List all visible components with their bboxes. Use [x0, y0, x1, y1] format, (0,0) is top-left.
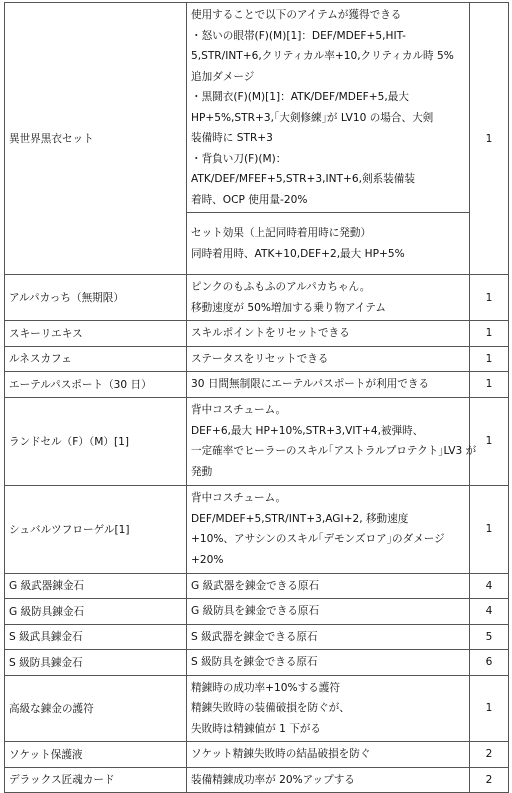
description-line: S 級防具を錬金できる原石	[191, 656, 318, 668]
table-row	[5, 624, 509, 650]
item-description	[187, 346, 470, 372]
item-quantity: 2	[470, 742, 509, 768]
set-effect-description	[187, 213, 470, 275]
item-description	[187, 742, 470, 768]
item-description	[187, 599, 470, 625]
description-line: 精錬時の成功率+10%する護符	[191, 681, 340, 694]
item-description	[187, 485, 470, 573]
item-description	[187, 275, 470, 321]
description-line: DEF+6,最大 HP+10%,STR+3,VIT+4,被弾時、	[191, 424, 424, 437]
description-line: 使用することで以下のアイテムが獲得できる	[191, 9, 402, 21]
table-row	[5, 742, 509, 768]
item-quantity: 4	[470, 599, 509, 625]
item-description	[187, 675, 470, 742]
item-table	[4, 2, 509, 793]
description-line: 追加ダメージ	[191, 70, 255, 83]
item-name: ルネスカフェ	[5, 346, 187, 372]
table-row	[5, 675, 509, 742]
item-quantity: 1	[470, 321, 509, 347]
item-name: S 級武具錬金石	[5, 624, 187, 650]
description-line: 背中コスチューム。	[191, 404, 287, 416]
item-description	[187, 321, 470, 347]
description-line: ATK/DEF/MFEF+5,STR+3,INT+6,剣系装備装	[191, 173, 415, 185]
item-quantity: 1	[470, 485, 509, 573]
table-row	[5, 321, 509, 347]
description-line: 5,STR/INT+6,クリティカル率+10,クリティカル時 5%	[191, 50, 454, 62]
description-line: 着時、OCP 使用量-20%	[191, 193, 308, 206]
table-row	[5, 3, 509, 213]
description-line: ・黒鬪衣(F)(M)[1]：ATK/DEF/MDEF+5,最大	[191, 91, 409, 103]
item-quantity: 1	[470, 397, 509, 485]
item-quantity: 1	[470, 3, 509, 275]
description-line: 30 日間無制限にエーテルパスポートが利用できる	[191, 378, 430, 390]
item-name: S 級防具錬金石	[5, 650, 187, 676]
item-quantity: 1	[470, 275, 509, 321]
description-line: 移動速度が 50%増加する乗り物アイテム	[191, 301, 386, 314]
description-line: 精錬失敗時の装備破損を防ぐが、	[191, 702, 350, 714]
table-row	[5, 372, 509, 398]
description-line: +10%、アサシンのスキル｢デモンズロア｣のダメージ	[191, 533, 445, 545]
table-row	[5, 346, 509, 372]
description-line: 背中コスチューム。	[191, 492, 287, 504]
item-quantity: 4	[470, 573, 509, 599]
item-name: G 級武器錬金石	[5, 573, 187, 599]
table-row	[5, 573, 509, 599]
item-name: アルパカっち（無期限）	[5, 275, 187, 321]
item-description	[187, 767, 470, 793]
item-description	[187, 624, 470, 650]
description-line: 装備時に STR+3	[191, 132, 273, 144]
description-line: ・怒いの眼帯(F)(M)[1]：DEF/MDEF+5,HIT-	[191, 29, 406, 42]
item-name: スキーリエキス	[5, 321, 187, 347]
item-name: ソケット保護液	[5, 742, 187, 768]
description-line: 一定確率でヒーラーのスキル｢アストラルプロテクト｣LV3 が	[191, 445, 477, 457]
item-description	[187, 573, 470, 599]
table-row	[5, 485, 509, 573]
description-line: HP+5%,STR+3,｢大剣修練｣が LV10 の場合、大剣	[191, 111, 434, 124]
table-row	[5, 767, 509, 793]
description-line: ピンクのもふもふのアルパカちゃん。	[191, 281, 371, 293]
item-name: 異世界黒衣セット	[5, 3, 187, 275]
description-line: 失敗時は精錬値が 1 下がる	[191, 722, 322, 735]
description-line: 装備精錬成功率が 20%アップする	[191, 773, 355, 786]
item-quantity: 2	[470, 767, 509, 793]
item-quantity: 1	[470, 346, 509, 372]
description-line: G 級武器を錬金できる原石	[191, 579, 320, 592]
item-name: G 級防具錬金石	[5, 599, 187, 625]
item-name: デラックス匠魂カード	[5, 767, 187, 793]
description-line: ・背負い刀(F)(M)：	[191, 152, 287, 165]
description-line: S 級武器を錬金できる原石	[191, 630, 318, 643]
table-row	[5, 599, 509, 625]
item-quantity: 1	[470, 372, 509, 398]
item-name: 高級な錬金の護符	[5, 675, 187, 742]
table-row	[5, 650, 509, 676]
description-line: DEF/MDEF+5,STR/INT+3,AGI+2, 移動速度	[191, 512, 409, 525]
table-row	[5, 397, 509, 485]
description-line: +20%	[191, 553, 224, 566]
table-row	[5, 275, 509, 321]
description-line: セット効果（上記同時着用時に発動）	[191, 227, 372, 239]
item-name: シュバルツフローゲル[1]	[5, 485, 187, 573]
description-line: ソケット精錬失敗時の結晶破損を防ぐ	[191, 748, 371, 760]
description-line: ステータスをリセットできる	[191, 352, 329, 365]
item-description	[187, 372, 470, 398]
item-quantity: 1	[470, 675, 509, 742]
item-quantity: 5	[470, 624, 509, 650]
description-line: 発動	[191, 465, 213, 478]
item-name: ランドセル（F）（M）[1]	[5, 397, 187, 485]
item-name: エーテルパスポート（30 日）	[5, 372, 187, 398]
item-description	[187, 397, 477, 485]
item-description	[187, 650, 470, 676]
description-line: G 級防具を錬金できる原石	[191, 605, 320, 617]
description-line: 同時着用時、ATK+10,DEF+2,最大 HP+5%	[191, 247, 405, 260]
item-description	[187, 3, 470, 213]
description-line: スキルポイントをリセットできる	[191, 327, 350, 339]
item-quantity: 6	[470, 650, 509, 676]
